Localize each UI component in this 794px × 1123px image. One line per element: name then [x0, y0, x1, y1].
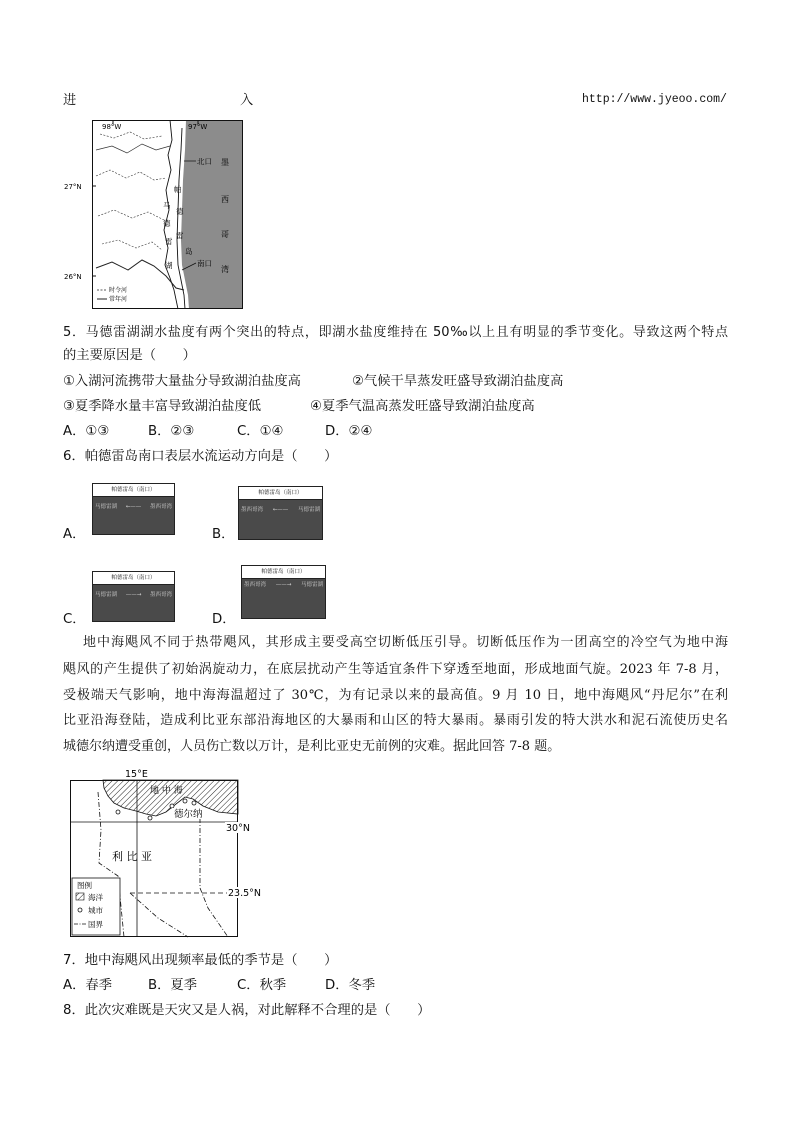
passage-line-1: 地中海飓风不同于热带飓风，其形成主要受高空切断低压引导。切断低压作为一团高空的冷空气为地中海 — [83, 635, 728, 650]
gulf-label-char: 西 — [221, 195, 229, 204]
q7-choice-d: D．冬季 — [325, 978, 376, 993]
city-icon — [183, 799, 187, 803]
q6-option-d-letter: D． — [212, 612, 236, 627]
lat-label-27n: 27°N — [64, 183, 82, 191]
q6-option-b-diagram — [238, 486, 323, 540]
gulf-of-mexico-area — [181, 120, 243, 309]
diagram-flow-row — [95, 591, 172, 600]
south-inlet-label: 南口 — [197, 259, 212, 268]
diagram-right-label: 马德雷湖 — [297, 507, 320, 513]
diagram-flow-row — [244, 581, 323, 590]
q6-option-c-letter: C． — [63, 612, 86, 627]
q5-stem-line1: 5．马德雷湖湖水盐度有两个突出的特点，即湖水盐度维持在 50‰以上且有明显的季节变化。导致这两个特点 — [63, 325, 728, 340]
q5-item-4: ④夏季气温高蒸发旺盛导致湖泊盐度高 — [310, 399, 535, 414]
lon-label-97w: 97°W — [188, 123, 208, 131]
lat-label-26n: 26°N — [64, 273, 82, 281]
legend-city-label: 城市 — [88, 906, 103, 915]
lake-label-char: 雷 — [165, 237, 173, 246]
city-label-derna: 德尔纳 — [174, 809, 203, 820]
header-char-2: 入 — [240, 93, 254, 108]
passage-line-5: 城德尔纳遭受重创，人员伤亡数以万计，是利比亚史无前例的灾难。据此回答 7-8 题。 — [63, 739, 561, 754]
diagram-left-label: 马德雷湖 — [95, 592, 118, 598]
lat-label-23-5n: 23.5°N — [228, 888, 262, 899]
city-icon — [116, 810, 120, 814]
q6-stem: 6．帕德雷岛南口表层水流运动方向是（ ） — [63, 449, 338, 464]
country-label-libya: 利 比 亚 — [112, 850, 152, 863]
lon-label-98w: 98°W — [102, 123, 122, 131]
q5-choice-c: C．①④ — [237, 424, 284, 439]
laguna-madre-map — [62, 118, 246, 311]
flow-arrow-icon: ←—— — [125, 504, 142, 510]
passage-line-3: 受极端天气影响，地中海海温超过了 30℃，为有记录以来的最高值。9 月 10 日，地中海飓风“丹尼尔”在利 — [63, 688, 728, 703]
island-label-char: 德 — [176, 207, 184, 216]
gulf-label-char: 墨 — [221, 158, 229, 167]
passage-line-4: 比亚沿海登陆，造成利比亚东部沿海地区的大暴雨和山区的特大暴雨。暴雨引发的特大洪水和泥石流使历史名 — [63, 713, 728, 728]
lake-label-char: 德 — [163, 219, 171, 228]
q5-choice-a: A．①③ — [63, 424, 110, 439]
gulf-label-char: 湾 — [221, 265, 229, 274]
libya-map — [68, 766, 280, 940]
q5-item-3: ③夏季降水量丰富导致湖泊盐度低 — [63, 399, 262, 414]
diagram-left-label: 墨西哥湾 — [244, 582, 267, 588]
q7-choice-a: A．春季 — [63, 978, 112, 993]
diagram-title: 帕德雷岛（南口） — [93, 484, 174, 497]
diagram-right-label: 墨西哥湾 — [149, 504, 172, 510]
q5-choice-d: D．②④ — [325, 424, 373, 439]
diagram-left-label: 墨西哥湾 — [241, 507, 264, 513]
legend-seasonal-label: 时令河 — [109, 287, 128, 294]
q6-option-b-letter: B． — [212, 527, 235, 542]
island-label-char: 雷 — [176, 231, 184, 240]
diagram-left-label: 马德雷湖 — [95, 504, 118, 510]
lake-label-char: 马 — [163, 201, 171, 210]
diagram-water — [93, 497, 174, 534]
q7-choice-c: C．秋季 — [237, 978, 287, 993]
city-icon — [192, 801, 196, 805]
legend-perennial-label: 常年河 — [109, 296, 128, 303]
diagram-water — [93, 585, 174, 621]
island-label-char: 帕 — [174, 185, 182, 194]
legend-sea-label: 海洋 — [88, 893, 103, 902]
lon-label-15e: 15°E — [125, 769, 148, 780]
q7-choice-b: B．夏季 — [148, 978, 198, 993]
north-inlet-label: 北口 — [197, 157, 212, 166]
diagram-water — [242, 579, 325, 618]
q6-option-d-diagram — [241, 565, 326, 619]
city-icon — [170, 804, 174, 808]
legend-sea-swatch — [76, 893, 84, 900]
island-label-char: 岛 — [185, 247, 193, 256]
diagram-right-label: 马德雷湖 — [300, 582, 323, 588]
diagram-flow-row — [241, 506, 320, 515]
header-char-1: 进 — [63, 93, 77, 108]
legend-border-label: 国界 — [88, 920, 103, 929]
flow-arrow-icon: ←—— — [272, 507, 289, 513]
q7-stem: 7．地中海飓风出现频率最低的季节是（ ） — [63, 953, 338, 968]
lake-label-char: 湖 — [165, 261, 173, 270]
q5-item-2: ②气候干旱蒸发旺盛导致湖泊盐度高 — [352, 374, 564, 389]
lat-label-30n: 30°N — [226, 823, 250, 834]
flow-arrow-icon: ——→ — [275, 582, 292, 588]
flow-arrow-icon: ——→ — [125, 592, 142, 598]
q6-option-a-letter: A． — [63, 527, 86, 542]
q8-stem: 8．此次灾难既是天灾又是人祸，对此解释不合理的是（ ） — [63, 1003, 431, 1018]
source-url: http://www.jyeoo.com/ — [582, 93, 727, 106]
diagram-title: 帕德雷岛（南口） — [239, 487, 322, 500]
q5-choice-b: B．②③ — [148, 424, 195, 439]
diagram-flow-row — [95, 503, 172, 512]
diagram-right-label: 墨西哥湾 — [149, 592, 172, 598]
q5-stem-line2: 的主要原因是（ ） — [63, 348, 196, 363]
diagram-title: 帕德雷岛（南口） — [93, 572, 174, 585]
passage-line-2: 飓风的产生提供了初始涡旋动力，在底层扰动产生等适宜条件下穿透至地面，形成地面气旋。2023 年 7-8 月， — [63, 662, 728, 677]
gulf-label-char: 哥 — [221, 230, 229, 239]
diagram-title: 帕德雷岛（南口） — [242, 566, 325, 579]
legend-city-icon — [78, 908, 82, 912]
q5-item-1: ①入湖河流携带大量盐分导致湖泊盐度高 — [63, 374, 301, 389]
city-icon — [148, 816, 152, 820]
map1-frame-group — [92, 120, 243, 309]
map2-group — [70, 769, 275, 937]
q6-option-a-diagram — [92, 483, 175, 535]
diagram-water — [239, 500, 322, 539]
legend-title: 图例 — [77, 881, 92, 890]
q6-option-c-diagram — [92, 571, 175, 622]
sea-label: 地 中 海 — [150, 786, 183, 796]
